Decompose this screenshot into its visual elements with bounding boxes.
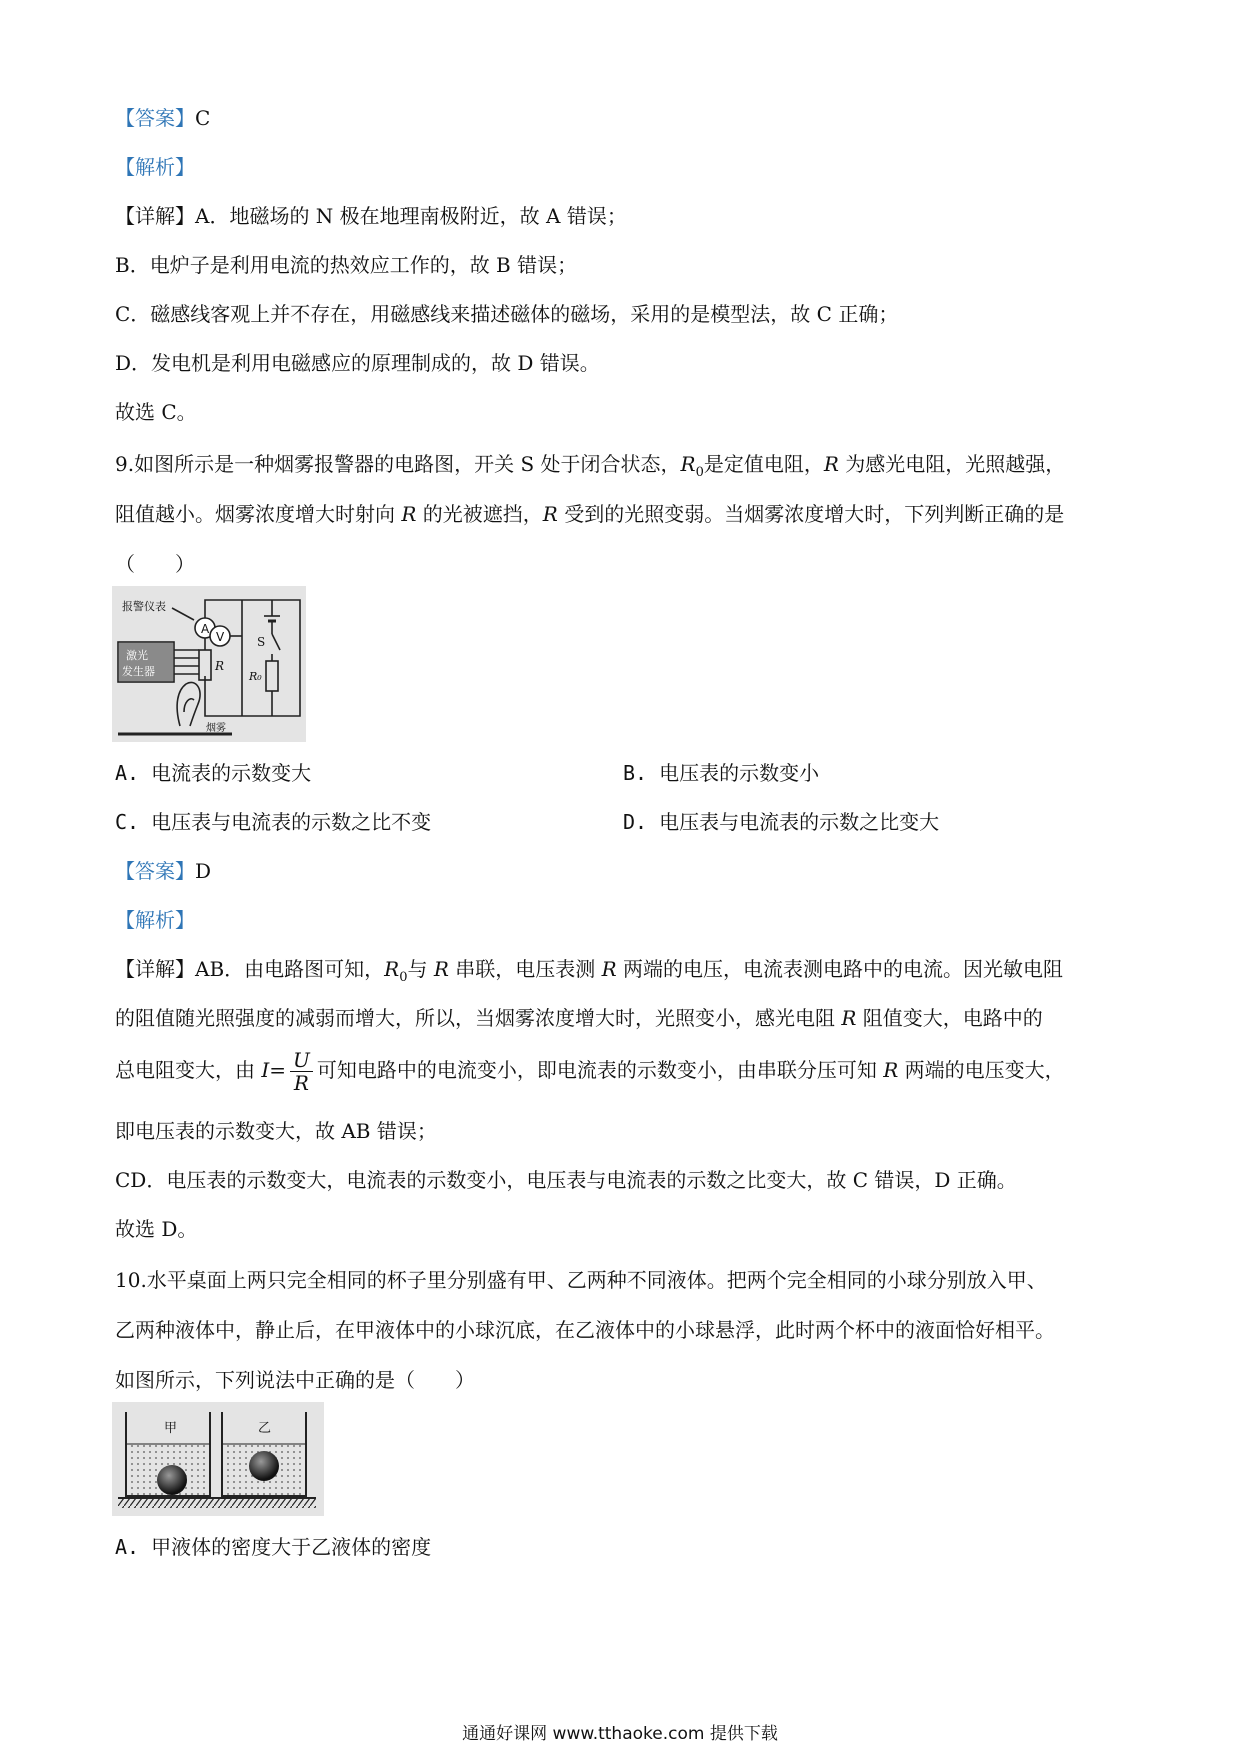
symbol-i: I — [261, 1058, 270, 1082]
q10-cups-figure — [112, 1402, 324, 1516]
ball-sunk — [157, 1465, 187, 1495]
cups-diagram — [112, 1402, 324, 1516]
q10-stem-line-3: 如图所示，下列说法中正确的是（ ） — [115, 1368, 475, 1392]
q9-stem-line-1 — [115, 450, 1065, 487]
q8-conclusion: 故选 C。 — [115, 400, 197, 424]
q8-detail-b: B．电炉子是利用电流的热效应工作的，故 B 错误； — [115, 253, 578, 277]
ammeter-symbol: A — [201, 622, 210, 636]
q9-detail-line-5: CD．电压表的示数变大，电流表的示数变小，电压表与电流表的示数之比变大，故 C 错误，D 正确。 — [115, 1168, 1017, 1192]
q9-option-a: A. 电流表的示数变大 — [115, 761, 312, 785]
detail-text: 两端的电压，电流表测电路中的电流。因光敏电阻 — [616, 957, 1064, 981]
stem-text: 9.如图所示是一种烟雾报警器的电路图，开关 S 处于闭合状态， — [115, 452, 681, 476]
ball-suspended — [249, 1451, 279, 1481]
symbol-r: R — [433, 957, 449, 981]
detail-text: 与 — [407, 957, 434, 981]
voltmeter-symbol: V — [216, 630, 225, 644]
q9-stem-line-2 — [115, 500, 1064, 528]
cup-right-label: 乙 — [258, 1421, 272, 1436]
q9-option-c: C. 电压表与电流表的示数之比不变 — [115, 810, 432, 834]
laser-label-2: 发生器 — [122, 665, 155, 678]
detail-text: 阻值变大，电路中的 — [856, 1006, 1043, 1030]
page-footer: 通通好课网 www.tthaoke.com 提供下载 — [462, 1724, 778, 1744]
answer-value: D — [195, 859, 212, 883]
q8-analysis-label: 【解析】 — [115, 155, 195, 179]
symbol-r: R — [401, 502, 417, 526]
fraction-denominator: R — [293, 1071, 309, 1095]
q10-stem-line-1: 10.水平桌面上两只完全相同的杯子里分别盛有甲、乙两种不同液体。把两个完全相同的小球分别放入甲、 — [115, 1268, 1047, 1292]
q9-detail-line-2 — [115, 1004, 1043, 1032]
q10-option-a: A. 甲液体的密度大于乙液体的密度 — [115, 1535, 432, 1559]
switch-label: S — [257, 635, 266, 649]
symbol-r0: R — [384, 957, 400, 981]
detail-label: 【详解】 — [115, 957, 195, 981]
q9-stem-line-3: （ ） — [115, 552, 195, 576]
q8-detail-d: D．发电机是利用电磁感应的原理制成的，故 D 错误。 — [115, 351, 600, 375]
q9-detail-line-1 — [115, 955, 1063, 992]
cup-left-label: 甲 — [164, 1421, 178, 1436]
symbol-r: R — [542, 502, 558, 526]
detail-text: 的阻值随光照强度的减弱而增大，所以，当烟雾浓度增大时，光照变小，感光电阻 — [115, 1006, 842, 1030]
stem-text: 为感光电阻，光照越强， — [838, 452, 1066, 476]
q9-detail-line-4: 即电压表的示数变大，故 AB 错误； — [115, 1119, 437, 1143]
smoke-label: 烟雾 — [206, 723, 226, 734]
q8-detail-c: C．磁感线客观上并不存在，用磁感线来描述磁体的磁场，采用的是模型法，故 C 正确； — [115, 302, 899, 326]
detail-text: AB．由电路图可知， — [195, 957, 385, 981]
stem-text: 的光被遮挡， — [416, 502, 543, 526]
stem-text: 是定值电阻， — [703, 452, 824, 476]
q10-stem-line-2: 乙两种液体中，静止后，在甲液体中的小球沉底，在乙液体中的小球悬浮，此时两个杯中的液面恰好相平。 — [115, 1318, 1055, 1342]
stem-text: 阻值越小。烟雾浓度增大时射向 — [115, 502, 402, 526]
fraction-u-over-r — [290, 1049, 313, 1094]
symbol-r: R — [841, 1006, 857, 1030]
stem-text: 受到的光照变弱。当烟雾浓度增大时，下列判断正确的是 — [557, 502, 1065, 526]
q9-detail-line-3 — [115, 1048, 1065, 1094]
subscript-0: 0 — [399, 970, 408, 985]
fraction-numerator: U — [290, 1049, 313, 1072]
detail-text: 两端的电压变大， — [898, 1058, 1065, 1082]
resistor-r0-label: R₀ — [249, 670, 262, 683]
detail-text: 串联，电压表测 — [448, 957, 602, 981]
answer-label: 【答案】 — [115, 859, 195, 883]
symbol-r0: R — [680, 452, 696, 476]
alarm-label: 报警仪表 — [122, 600, 166, 613]
equals-sign: = — [269, 1058, 287, 1082]
symbol-r: R — [601, 957, 617, 981]
q9-option-b: B. 电压表的示数变小 — [623, 761, 820, 785]
subscript-0: 0 — [695, 465, 704, 480]
symbol-r: R — [883, 1058, 899, 1082]
detail-text: A．地磁场的 N 极在地理南极附近，故 A 错误； — [195, 204, 627, 228]
resistor-r-label: R — [215, 659, 225, 673]
detail-label: 【详解】 — [115, 204, 195, 228]
detail-text: 可知电路中的电流变小，即电流表的示数变小，由串联分压可知 — [316, 1058, 884, 1082]
circuit-diagram — [112, 586, 306, 742]
laser-label-1: 激光 — [126, 649, 148, 662]
q8-detail-a — [115, 202, 627, 230]
q8-answer — [115, 104, 210, 132]
symbol-r: R — [823, 452, 839, 476]
q9-circuit-figure — [112, 586, 306, 742]
answer-label: 【答案】 — [115, 106, 195, 130]
answer-value: C — [195, 106, 211, 130]
detail-text: 总电阻变大，由 — [115, 1058, 262, 1082]
q9-conclusion: 故选 D。 — [115, 1217, 198, 1241]
q9-option-d: D. 电压表与电流表的示数之比变大 — [623, 810, 940, 834]
q9-answer — [115, 857, 211, 885]
q9-analysis-label: 【解析】 — [115, 908, 195, 932]
